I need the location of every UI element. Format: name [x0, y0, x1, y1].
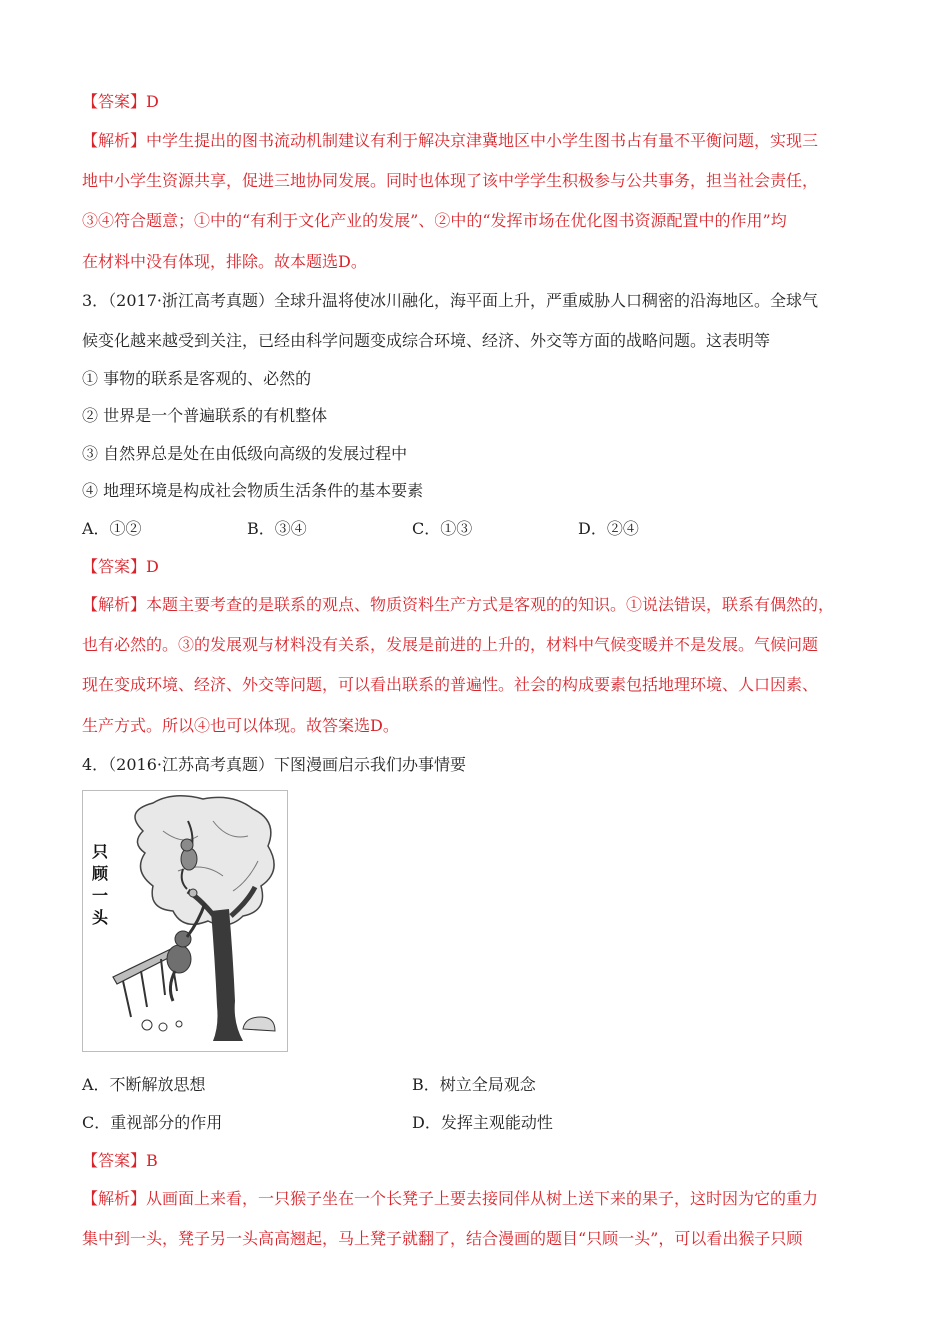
option-c: C．重视部分的作用: [82, 1113, 223, 1132]
answer-label: 【答案】: [82, 557, 147, 576]
explanation-line: [82, 131, 818, 151]
cartoon-caption: 只 顾 一 头: [91, 842, 108, 927]
explanation-label: 【解析】: [82, 1189, 147, 1208]
cartoon-image: [82, 790, 288, 1052]
answer-value: D: [146, 92, 159, 111]
explanation-line: [82, 595, 834, 615]
explanation-text: 中学生提出的图书流动机制建议有利于解决京津冀地区中小学生图书占有量不平衡问题，实现三: [146, 131, 819, 150]
option-b: B．③④: [247, 519, 307, 538]
answer-line: [82, 1151, 158, 1171]
statement-item: ② 世界是一个普遍联系的有机整体: [82, 406, 328, 425]
answer-label: 【答案】: [82, 92, 147, 111]
explanation-line: 现在变成环境、经济、外交等问题，可以看出联系的普遍性。社会的构成要素包括地理环境、人口因素、: [82, 675, 819, 694]
question-stem: 候变化越来越受到关注，已经由科学问题变成综合环境、经济、外交等方面的战略问题。这表明等: [82, 331, 771, 350]
explanation-line: 生产方式。所以④也可以体现。故答案选D。: [82, 716, 399, 735]
question-stem: 3．（2017·浙江高考真题）全球升温将使冰川融化，海平面上升，严重威胁人口稠密的沿海地区。全球气: [82, 291, 818, 310]
explanation-line: [82, 1189, 818, 1209]
option-a: A．不断解放思想: [82, 1075, 206, 1094]
explanation-line: 也有必然的。③的发展观与材料没有关系，发展是前进的上升的，材料中气候变暖并不是发展。气候问题: [82, 635, 819, 654]
option-b: B．树立全局观念: [412, 1075, 536, 1094]
option-c: C．①③: [412, 519, 473, 538]
answer-value: D: [146, 557, 159, 576]
answer-line: [82, 92, 159, 112]
answer-line: [82, 557, 159, 577]
explanation-label: 【解析】: [82, 131, 147, 150]
statement-item: ④ 地理环境是构成社会物质生活条件的基本要素: [82, 481, 424, 500]
explanation-text: 本题主要考查的是联系的观点、物质资料生产方式是客观的的知识。①说法错误，联系有偶然的，: [146, 595, 835, 614]
statement-item: ③ 自然界总是处在由低级向高级的发展过程中: [82, 444, 408, 463]
option-d: D．②④: [578, 519, 639, 538]
explanation-text: 从画面上来看，一只猴子坐在一个长凳子上要去接同伴从树上送下来的果子，这时因为它的重力: [146, 1189, 819, 1208]
question-stem: 4．（2016·江苏高考真题）下图漫画启示我们办事情要: [82, 755, 466, 774]
explanation-line: 地中小学生资源共享，促进三地协同发展。同时也体现了该中学学生积极参与公共事务，担当社会责任，: [82, 171, 819, 190]
explanation-line: 在材料中没有体现，排除。故本题选D。: [82, 252, 367, 271]
answer-value: B: [146, 1151, 158, 1170]
explanation-line: 集中到一头，凳子另一头高高翘起，马上凳子就翻了，结合漫画的题目“只顾一头”，可以看出猴子只顾: [82, 1229, 803, 1248]
option-a: A．①②: [82, 519, 142, 538]
explanation-line: ③④符合题意；①中的“有利于文化产业的发展”、②中的“发挥市场在优化图书资源配置中的作用”均: [82, 211, 787, 230]
answer-label: 【答案】: [82, 1151, 147, 1170]
cartoon-drawing: [83, 791, 287, 1051]
option-d: D．发挥主观能动性: [412, 1113, 553, 1132]
explanation-label: 【解析】: [82, 595, 147, 614]
statement-item: ① 事物的联系是客观的、必然的: [82, 369, 312, 388]
